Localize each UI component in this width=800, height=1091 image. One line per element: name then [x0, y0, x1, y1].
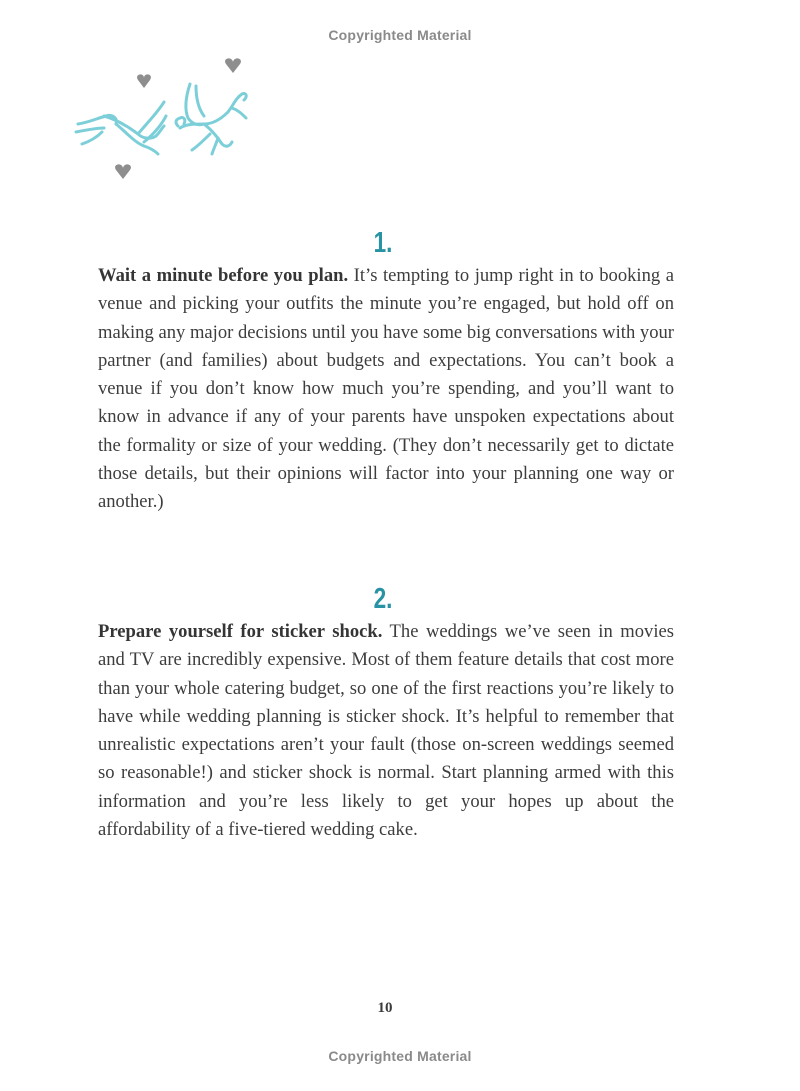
- heart-icon: [225, 58, 241, 73]
- dove-right-icon: [176, 84, 246, 154]
- heart-icon: [137, 74, 151, 88]
- copyright-watermark-bottom: Copyrighted Material: [328, 1048, 472, 1064]
- tip-lead: Prepare yourself for sticker shock.: [98, 621, 383, 642]
- tip-number: 2.: [373, 583, 393, 615]
- tip-number: 1.: [373, 227, 393, 259]
- tip-body: It’s tempting to jump right in to booking a venue and picking your outfits the minute you’re engaged, but hold off on making any major decisions until you have some big conversations with your partner (and families) about budgets and expectations. You can’t book a venue if you don’t know how much you’re spending, and you’ll want to know in advance if any of your parents have unspoken expectations about the formality or size of your wedding. (They don’t necessarily get to dictate those details, but their opinions will factor into your planning one way or another.): [98, 265, 674, 513]
- tip-paragraph: [98, 618, 674, 844]
- doves-with-hearts-icon: [72, 58, 254, 188]
- tip-paragraph: [98, 262, 674, 517]
- heart-icon: [115, 164, 131, 179]
- tip-body: The weddings we’ve seen in movies and TV are incredibly expensive. Most of them feature details that cost more than your whole catering budget, so one of the first reactions you’re likely to have while wedding planning is sticker shock. It’s helpful to remember that unrealistic expectations aren’t your fault (those on-screen weddings seemed so reasonable!) and sticker shock is normal. Start planning armed with this information and you’re less likely to get your hopes up about the affordability of a five-tiered wedding cake.: [98, 621, 674, 841]
- tip-lead: Wait a minute before you plan.: [98, 265, 349, 286]
- page-number: 10: [377, 1000, 393, 1016]
- dove-left-icon: [76, 102, 166, 154]
- copyright-watermark-top: Copyrighted Material: [328, 27, 472, 43]
